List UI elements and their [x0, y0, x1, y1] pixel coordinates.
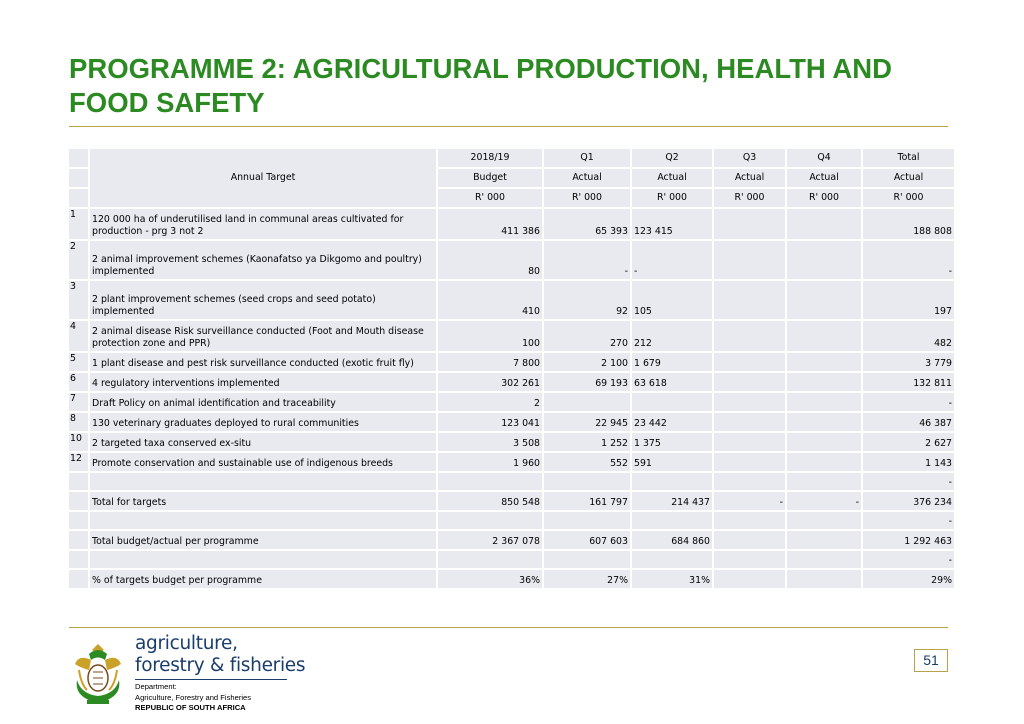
cell-q1: 69 193 [544, 373, 630, 391]
table-row [69, 393, 954, 411]
summary-q3 [714, 570, 785, 588]
spacer-cell [90, 473, 436, 490]
row-target: 2 targeted taxa conserved ex-situ [90, 433, 436, 451]
row-target: Promote conservation and sustainable use of indigenous breeds [90, 453, 436, 471]
cell-q3 [714, 241, 785, 279]
row-target: 2 plant improvement schemes (seed crops and seed potato) implemented [90, 281, 436, 319]
cell-q2: 63 618 [632, 373, 712, 391]
dept-small-line3: REPUBLIC OF SOUTH AFRICA [135, 703, 246, 712]
spacer-cell [438, 551, 542, 568]
row-number: 12 [69, 453, 88, 471]
cell-total: - [863, 241, 954, 279]
row-target: 1 plant disease and pest risk surveillance conducted (exotic fruit fly) [90, 353, 436, 371]
col-unit: R' 000 [438, 189, 542, 207]
cell-q2: 1 679 [632, 353, 712, 371]
spacer-cell [632, 512, 712, 529]
summary-spacer-row [69, 512, 954, 529]
cell-total: 188 808 [863, 209, 954, 239]
cell-q4 [787, 373, 861, 391]
cell-q1 [544, 393, 630, 411]
row-number: 4 [69, 321, 88, 351]
col-type: Budget [438, 169, 542, 187]
spacer-cell [438, 473, 542, 490]
header-blank [69, 169, 88, 187]
spacer-cell [632, 551, 712, 568]
table-row [69, 209, 954, 239]
spacer-cell [714, 551, 785, 568]
row-number: 1 [69, 209, 88, 239]
cell-total: 132 811 [863, 373, 954, 391]
table-row [69, 373, 954, 391]
cell-q4 [787, 321, 861, 351]
cell-total: 3 779 [863, 353, 954, 371]
spacer-total: - [863, 551, 954, 568]
col-unit: R' 000 [863, 189, 954, 207]
summary-total: 376 234 [863, 492, 954, 510]
cell-q3 [714, 393, 785, 411]
cell-q3 [714, 453, 785, 471]
col-period: Q3 [714, 149, 785, 167]
budget-table [67, 147, 956, 590]
spacer-cell [90, 551, 436, 568]
cell-q4 [787, 453, 861, 471]
page-title-line1: PROGRAMME 2: AGRICULTURAL PRODUCTION, HEALTH AND [69, 53, 892, 84]
table-row [69, 241, 954, 279]
cell-q4 [787, 209, 861, 239]
summary-spacer-row [69, 551, 954, 568]
summary-q3: - [714, 492, 785, 510]
header-blank [69, 189, 88, 207]
col-unit: R' 000 [714, 189, 785, 207]
cell-q3 [714, 209, 785, 239]
summary-q1: 27% [544, 570, 630, 588]
spacer-cell [69, 473, 88, 490]
department-wordmark [135, 633, 305, 677]
row-target: 120 000 ha of underutilised land in communal areas cultivated for production - prg 3 not 2 [90, 209, 436, 239]
cell-q3 [714, 373, 785, 391]
footer-divider [69, 627, 948, 628]
col-type: Actual [863, 169, 954, 187]
summary-row [69, 492, 954, 510]
col-period: Q1 [544, 149, 630, 167]
cell-q2 [632, 393, 712, 411]
page-title-line2: FOOD SAFETY [69, 87, 265, 118]
spacer-cell [544, 551, 630, 568]
table-row [69, 321, 954, 351]
cell-q4 [787, 281, 861, 319]
cell-total: 2 627 [863, 433, 954, 451]
summary-blank [69, 492, 88, 510]
summary-q4 [787, 570, 861, 588]
cell-budget: 302 261 [438, 373, 542, 391]
spacer-cell [544, 512, 630, 529]
dept-divider [135, 679, 287, 680]
row-target: 4 regulatory interventions implemented [90, 373, 436, 391]
cell-q4 [787, 433, 861, 451]
cell-q3 [714, 433, 785, 451]
spacer-cell [632, 473, 712, 490]
summary-label: % of targets budget per programme [90, 570, 436, 588]
header-blank [69, 149, 88, 167]
spacer-cell [787, 473, 861, 490]
header-row-period [69, 149, 954, 167]
summary-q3 [714, 531, 785, 549]
cell-budget: 411 386 [438, 209, 542, 239]
spacer-cell [69, 512, 88, 529]
cell-q4 [787, 353, 861, 371]
row-target: Draft Policy on animal identification and traceability [90, 393, 436, 411]
table-row [69, 353, 954, 371]
cell-q1: 22 945 [544, 413, 630, 431]
summary-q1: 607 603 [544, 531, 630, 549]
table-row [69, 281, 954, 319]
cell-budget: 1 960 [438, 453, 542, 471]
cell-budget: 100 [438, 321, 542, 351]
spacer-total: - [863, 473, 954, 490]
spacer-cell [787, 512, 861, 529]
cell-q1: 270 [544, 321, 630, 351]
summary-budget: 2 367 078 [438, 531, 542, 549]
cell-q3 [714, 353, 785, 371]
cell-total: 482 [863, 321, 954, 351]
row-number: 6 [69, 373, 88, 391]
cell-q4 [787, 241, 861, 279]
row-target: 130 veterinary graduates deployed to rural communities [90, 413, 436, 431]
spacer-cell [90, 512, 436, 529]
department-caption [135, 682, 251, 714]
cell-q1: 65 393 [544, 209, 630, 239]
summary-blank [69, 570, 88, 588]
col-period: Total [863, 149, 954, 167]
table-row [69, 453, 954, 471]
summary-blank [69, 531, 88, 549]
col-unit: R' 000 [544, 189, 630, 207]
row-number: 8 [69, 413, 88, 431]
summary-row [69, 531, 954, 549]
summary-label: Total for targets [90, 492, 436, 510]
summary-budget: 850 548 [438, 492, 542, 510]
summary-row [69, 570, 954, 588]
page-title [69, 52, 959, 120]
spacer-cell [438, 512, 542, 529]
spacer-cell [714, 512, 785, 529]
col-type: Actual [787, 169, 861, 187]
cell-q1: 1 252 [544, 433, 630, 451]
summary-budget: 36% [438, 570, 542, 588]
spacer-cell [69, 551, 88, 568]
summary-q4: - [787, 492, 861, 510]
row-number: 5 [69, 353, 88, 371]
summary-total: 29% [863, 570, 954, 588]
spacer-cell [544, 473, 630, 490]
row-number: 3 [69, 281, 88, 319]
summary-spacer-row [69, 473, 954, 490]
summary-q2: 214 437 [632, 492, 712, 510]
cell-q2: 212 [632, 321, 712, 351]
row-number: 10 [69, 433, 88, 451]
cell-total: 1 143 [863, 453, 954, 471]
cell-q1: 92 [544, 281, 630, 319]
col-period: 2018/19 [438, 149, 542, 167]
title-divider [69, 126, 948, 127]
row-number: 7 [69, 393, 88, 411]
cell-q2: 591 [632, 453, 712, 471]
dept-line1: agriculture, [135, 633, 238, 654]
cell-q1: - [544, 241, 630, 279]
cell-q3 [714, 413, 785, 431]
cell-q2: 105 [632, 281, 712, 319]
summary-q1: 161 797 [544, 492, 630, 510]
table-row [69, 413, 954, 431]
table-row [69, 433, 954, 451]
coat-of-arms-icon [69, 640, 127, 706]
row-target: 2 animal disease Risk surveillance conducted (Foot and Mouth disease protection zone and PPR) [90, 321, 436, 351]
cell-q4 [787, 413, 861, 431]
cell-budget: 7 800 [438, 353, 542, 371]
cell-q1: 2 100 [544, 353, 630, 371]
summary-total: 1 292 463 [863, 531, 954, 549]
cell-budget: 3 508 [438, 433, 542, 451]
summary-q4 [787, 531, 861, 549]
spacer-cell [714, 473, 785, 490]
col-period: Q2 [632, 149, 712, 167]
cell-total: 46 387 [863, 413, 954, 431]
annual-target-header: Annual Target [90, 149, 436, 207]
cell-q2: 1 375 [632, 433, 712, 451]
cell-budget: 80 [438, 241, 542, 279]
dept-line2: forestry & fisheries [135, 655, 306, 676]
cell-budget: 123 041 [438, 413, 542, 431]
cell-total: - [863, 393, 954, 411]
cell-q1: 552 [544, 453, 630, 471]
page-number: 51 [914, 649, 948, 672]
cell-q2: 123 415 [632, 209, 712, 239]
cell-total: 197 [863, 281, 954, 319]
cell-q2: - [632, 241, 712, 279]
summary-q2: 684 860 [632, 531, 712, 549]
spacer-cell [787, 551, 861, 568]
col-unit: R' 000 [787, 189, 861, 207]
col-period: Q4 [787, 149, 861, 167]
row-target: 2 animal improvement schemes (Kaonafatso ya Dikgomo and poultry) implemented [90, 241, 436, 279]
spacer-total: - [863, 512, 954, 529]
col-type: Actual [714, 169, 785, 187]
summary-label: Total budget/actual per programme [90, 531, 436, 549]
cell-q3 [714, 321, 785, 351]
col-unit: R' 000 [632, 189, 712, 207]
summary-q2: 31% [632, 570, 712, 588]
dept-small-line2: Agriculture, Forestry and Fisheries [135, 692, 252, 702]
cell-budget: 410 [438, 281, 542, 319]
cell-q2: 23 442 [632, 413, 712, 431]
cell-q3 [714, 281, 785, 319]
row-number: 2 [69, 241, 88, 279]
col-type: Actual [544, 169, 630, 187]
col-type: Actual [632, 169, 712, 187]
dept-small-line1: Department: [135, 682, 177, 691]
cell-budget: 2 [438, 393, 542, 411]
cell-q4 [787, 393, 861, 411]
